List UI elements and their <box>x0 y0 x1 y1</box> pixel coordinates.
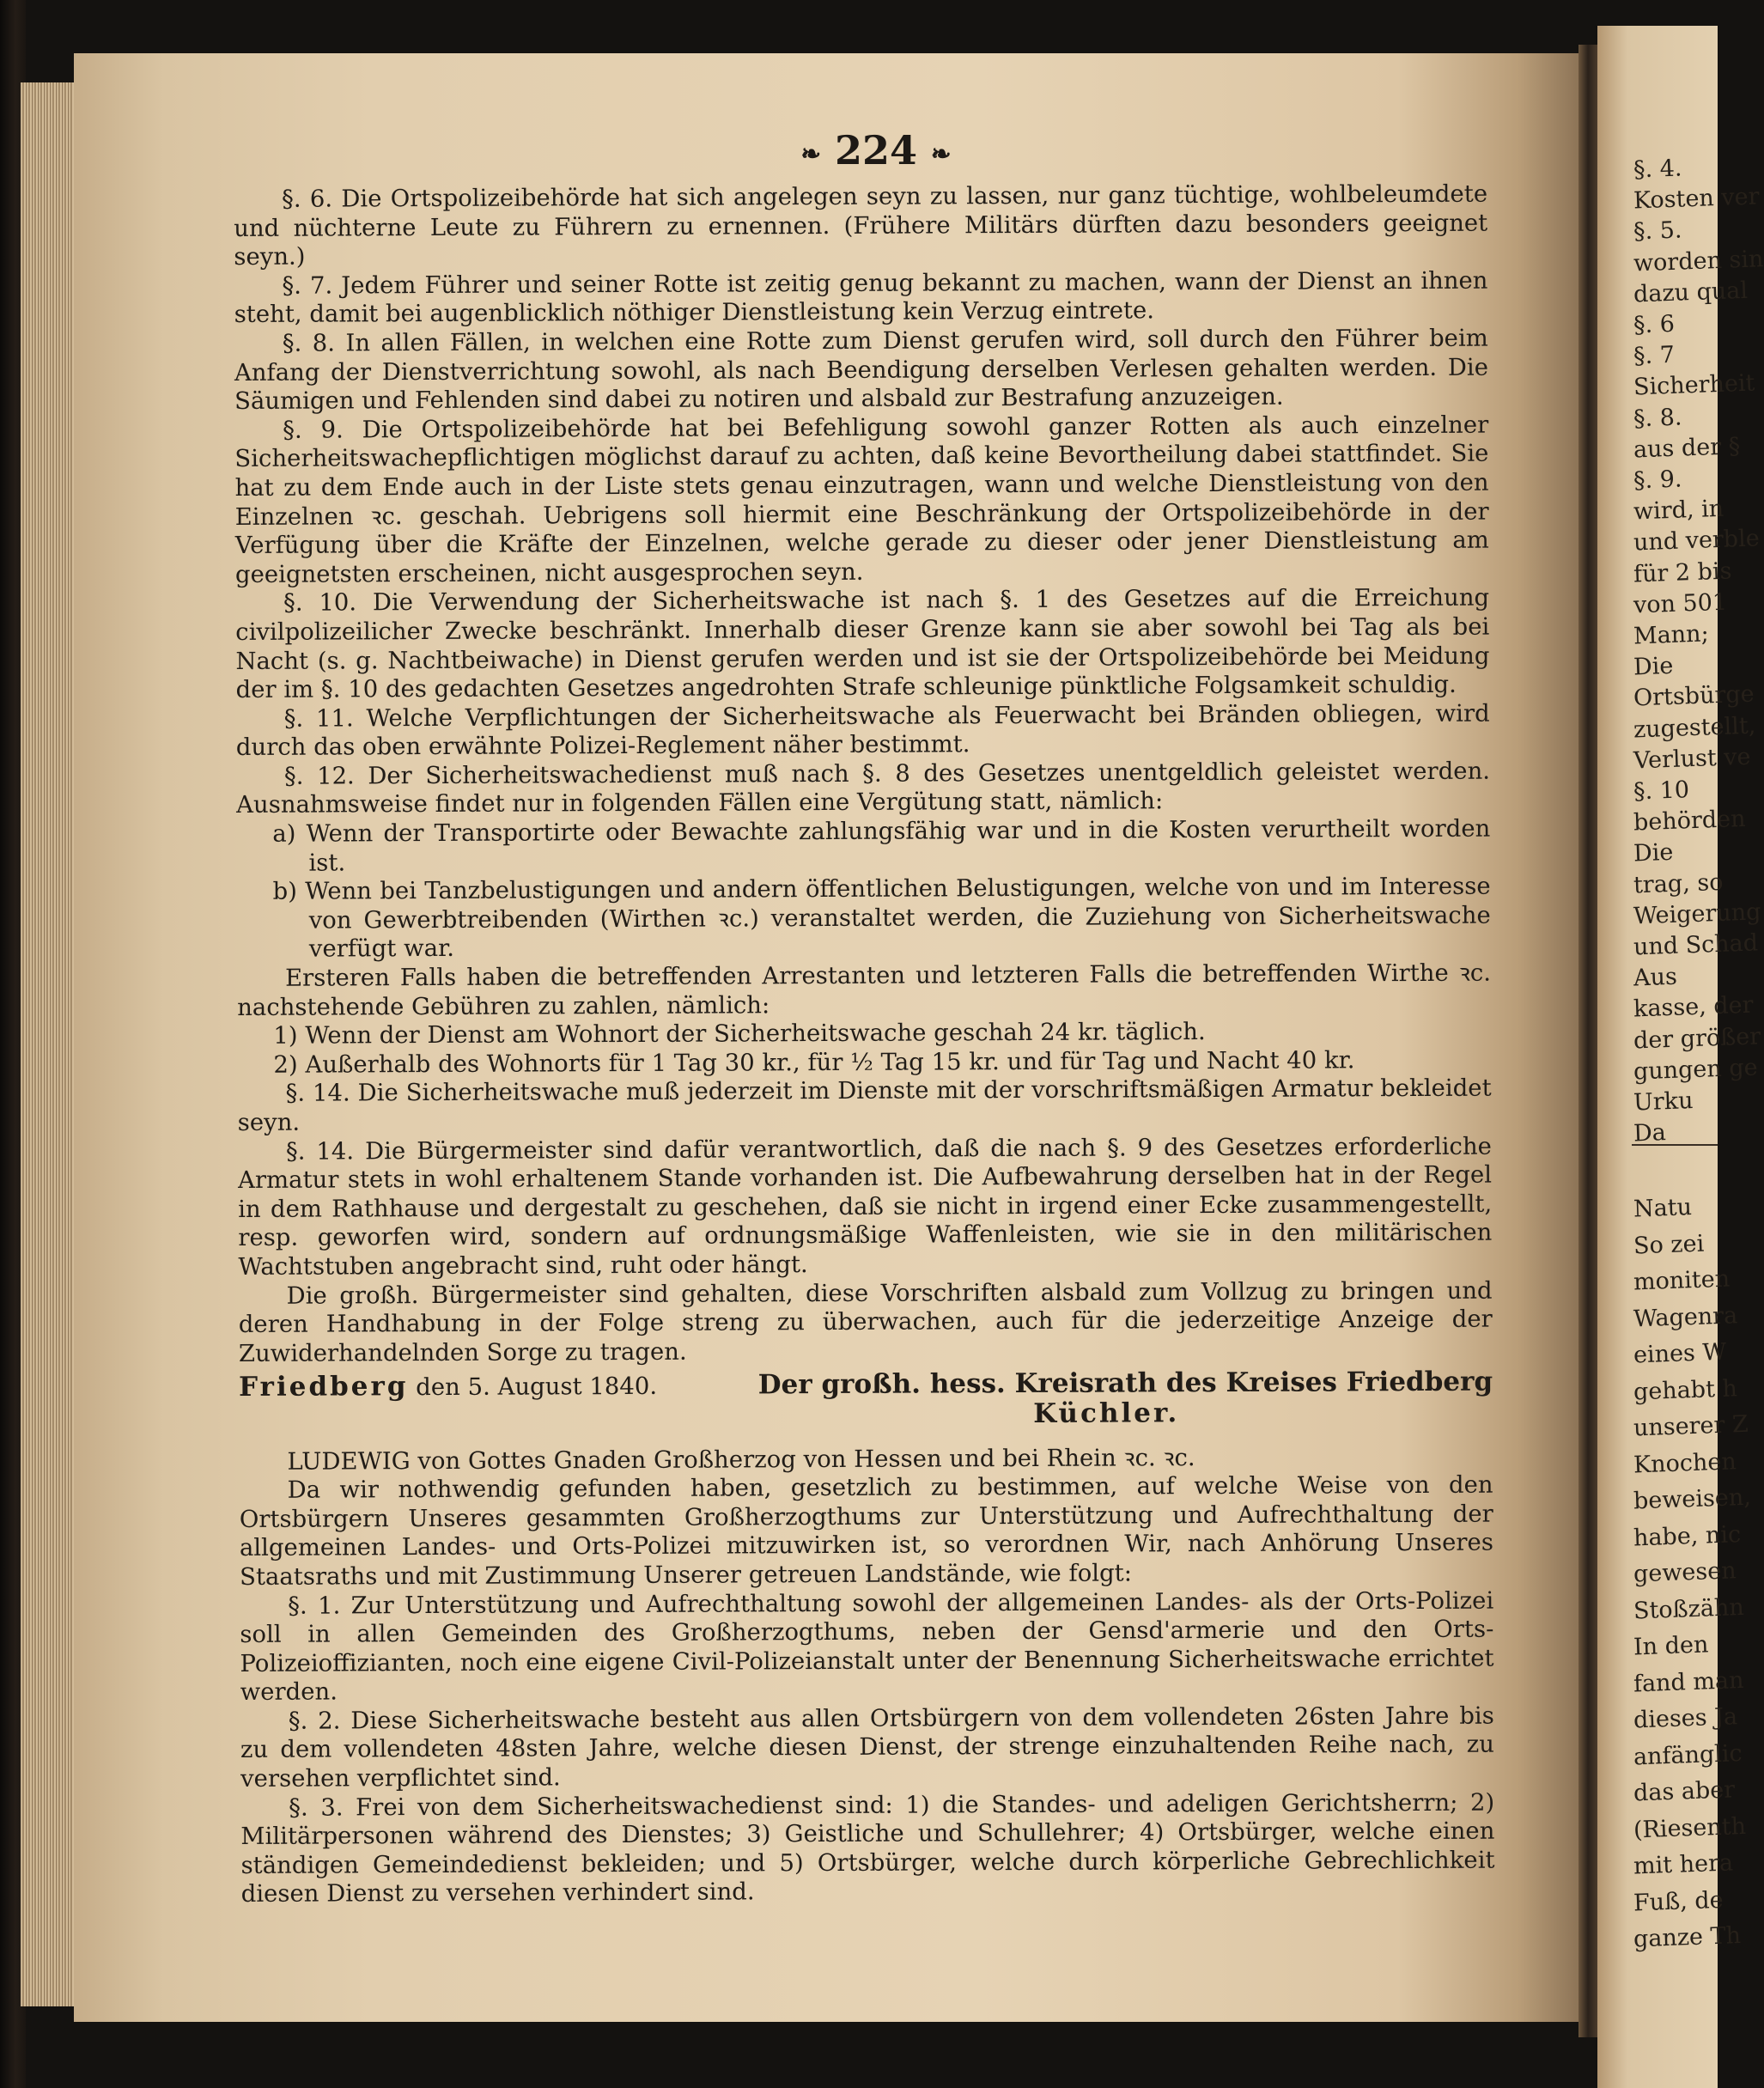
right-page-line: dieses Ja <box>1633 1703 1738 1734</box>
right-page-line: In den <box>1633 1631 1709 1661</box>
right-page-line: Knochen <box>1633 1447 1737 1478</box>
right-page-line: habe, nic <box>1633 1520 1742 1551</box>
right-page-line: von 501 <box>1633 588 1728 619</box>
right-page-line: aus der § <box>1633 432 1741 464</box>
right-page-line: Aus <box>1633 963 1678 992</box>
signature-date: den 5. August 1840. <box>416 1373 658 1402</box>
fee-2: 2) Außerhalb des Wohnorts für 1 Tag 30 kr., für ½ Tag 15 kr. und für Tag und Nacht 40 kr. <box>273 1046 1355 1079</box>
right-page-line: §. 10 <box>1633 776 1690 806</box>
decree-s1: §. 1. Zur Unterstützung und Aufrechthaltung sowohl der allgemeinen Landes- als der Orts-Polizei soll in allen Gemeinden des Großherzogthums, neben der Gensd'armerie und den Orts-Polizeioffizianten, noch eine eigene Civil-Polizeianstalt unter der Benennung Sicherheitswache errichtet werden. <box>240 1586 1494 1707</box>
right-page-line: worden sin <box>1633 245 1764 277</box>
right-page-line: Verlust ve <box>1633 743 1751 775</box>
right-page-line: gehabt h <box>1633 1374 1738 1405</box>
signature-block <box>239 1368 1493 1403</box>
paragraph-s9: §. 9. Die Ortspolizeibehörde hat bei Befehligung sowohl ganzer Rotten als auch einzelner Sicherheitswachepflichtigen möglichst darauf zu achten, daß keine Bevortheilung dabei stattfindet. Sie hat zu dem Ende auch in der Liste stets genau einzutragen, wann und welche Dienstleistung von den Einzelnen ꝛc. geschah. Uebrigens soll hiermit eine Beschränkung der Ortspolizeibehörde in der Verfügung über die Kräfte der Einzelnen, welche gerade zu dieser oder jener Dienstleistung am geeignetsten erscheinen, nicht ausgesprochen seyn. <box>234 411 1489 588</box>
fees-intro: Ersteren Falls haben die betreffenden Arrestanten und letzteren Falls die betreffenden Wirthe ꝛc. nachstehende Gebühren zu zahlen, nämlich: <box>237 959 1492 1021</box>
signature-name: Küchler. <box>1033 1397 1180 1429</box>
right-page-line: Da <box>1633 1119 1667 1147</box>
right-page-line: Weigerung <box>1633 898 1761 930</box>
right-page-line: Sicherheit <box>1633 369 1755 401</box>
right-page-line: und Schad <box>1633 929 1759 961</box>
right-page-line: eines W <box>1633 1338 1727 1369</box>
paragraph-s8: §. 8. In allen Fällen, in welchen eine Rotte zum Dienst gerufen wird, soll durch den Führer beim Anfang der Dienstverrichtung sowohl, als nach Beendigung derselben Verlesen gehalten werden. Die Säumigen und Fehlenden sind dabei zu notiren und alsbald zur Bestrafung anzuzeigen. <box>234 324 1489 416</box>
fee-1: 1) Wenn der Dienst am Wohnort der Sicherheitswache geschah 24 kr. täglich. <box>273 1018 1206 1050</box>
page-header <box>747 127 1005 173</box>
paragraph-closing: Die großh. Bürgermeister sind gehalten, diese Vorschriften alsbald zum Vollzug zu bringen und deren Handhabung in der Folge streng zu überwachen, auch für die jederzeitige Anzeige der Zuwiderhandelnden Sorge zu tragen. <box>238 1276 1493 1367</box>
right-page-line: (Riesenth <box>1633 1812 1747 1843</box>
paragraph-s12: §. 12. Der Sicherheitswachedienst muß nach §. 8 des Gesetzes unentgeldlich geleistet werden. Ausnahmsweise findet nur in folgenden Fällen eine Vergütung statt, nämlich: <box>236 757 1491 819</box>
right-page-line: ganze Th <box>1633 1922 1742 1953</box>
right-page-line: wird, in <box>1633 495 1724 526</box>
right-page-line: das aber <box>1633 1776 1736 1807</box>
right-page-line: §. 4. <box>1633 155 1682 184</box>
right-page-line: unserer Z <box>1633 1410 1749 1442</box>
right-page-line: So zei <box>1633 1230 1705 1259</box>
case-a: a) Wenn der Transportirte oder Bewachte zahlungsfähig war und in die Kosten verurtheilt worden ist. <box>272 814 1491 877</box>
right-page-line: anfänglic <box>1633 1739 1743 1770</box>
paragraph-s7: §. 7. Jedem Führer und seiner Rotte ist zeitig genug bekannt zu machen, wann der Dienst an ihnen steht, damit bei augenblicklich nöthiger Dienstleistung kein Verzug eintrete. <box>234 266 1488 329</box>
right-page-line: Die <box>1633 653 1674 681</box>
paragraph-s6: §. 6. Die Ortspolizeibehörde hat sich angelegen seyn zu lassen, nur ganz tüchtige, wohlbeleumdete und nüchterne Leute zu Führern zu ernennen. (Frühere Militärs dürften dazu besonders geeignet seyn.) <box>234 180 1488 271</box>
ornament-right-icon: ❧ <box>931 139 952 168</box>
paragraph-s14b: §. 14. Die Bürgermeister sind dafür verantwortlich, daß die nach §. 9 des Gesetzes erforderliche Armatur stets in wohl erhaltenem Stande vorhanden ist. Die Aufbewahrung derselben hat in der Regel in dem Rathhause und dergestalt zu geschehen, daß sie nicht in irgend einer Ecke zusammengestellt, resp. geworfen wird, sondern auf ordnungsmäßige Waffenleisten, wie sie in den militärischen Wachtstuben angebracht sind, ruht oder hängt. <box>237 1132 1493 1281</box>
right-page-line: Urku <box>1633 1087 1694 1117</box>
page-number: 224 <box>834 127 918 173</box>
paragraph-s11: §. 11. Welche Verpflichtungen der Sicherheitswache als Feuerwacht bei Bränden obliegen, wird durch das oben erwähnte Polizei-Reglement näher bestimmt. <box>235 699 1490 762</box>
right-page-line: mit hera <box>1633 1849 1734 1880</box>
decree-intro: LUDEWIG von Gottes Gnaden Großherzog von Hessen und bei Rhein ꝛc. ꝛc. <box>287 1443 1195 1476</box>
right-page-line: §. 7 <box>1633 341 1676 370</box>
right-page-line: und verble <box>1633 525 1761 557</box>
right-page-line: Mann; <box>1633 620 1710 650</box>
signature-place-date <box>239 1372 657 1403</box>
right-page-line: kasse, der <box>1633 991 1754 1023</box>
right-page-line: Die <box>1633 839 1674 867</box>
page-body <box>234 180 1495 1909</box>
paragraph-s10: §. 10. Die Verwendung der Sicherheitswache ist nach §. 1 des Gesetzes auf die Erreichung civilpolizeilicher Zwecke beschränkt. Innerhalb dieser Grenze kann sie aber sowohl bei Tag als bei Nacht (s. g. Nachtbeiwache) in Dienst gerufen werden und ist sie der Ortspolizeibehörde bei Meidung der im §. 10 des gedachten Gesetzes angedrohten Strafe schleunige pünktliche Folgsamkeit schuldig. <box>235 583 1490 704</box>
right-page-line: beweisen, <box>1633 1483 1752 1515</box>
right-page-line: behörden <box>1633 806 1746 837</box>
right-page-line: Stoßzähn <box>1633 1593 1745 1624</box>
right-page-line: moniten <box>1633 1265 1731 1296</box>
right-page-line: §. 8. <box>1633 404 1682 433</box>
decree-s2: §. 2. Diese Sicherheitswache besteht aus allen Ortsbürgern von dem vollendeten 26sten Jahre bis zu dem vollendeten 48sten Jahre, welche diesen Dienst, der strenge einzuhaltenden Reihe nach, zu versehen verpflichtet sind. <box>240 1701 1495 1793</box>
right-page-line: der größer <box>1633 1022 1761 1055</box>
right-page-line: trag, so <box>1633 868 1724 899</box>
right-page-fragment <box>1597 26 1764 2088</box>
right-page-line: Wagenra <box>1633 1301 1738 1332</box>
paragraph-s14a: §. 14. Die Sicherheitswache muß jederzeit im Dienste mit der vorschriftsmäßigen Armatur bekleidet seyn. <box>237 1074 1492 1136</box>
case-b: b) Wenn bei Tanzbelustigungen und andern öffentlichen Belustigungen, welche von und im Interesse von Gewerbtreibenden (Wirthen ꝛc.) veranstaltet werden, die Zuziehung von Sicherheitswache verfügt war. <box>272 872 1491 964</box>
book-gutter <box>1578 45 1597 2037</box>
decree-s3: §. 3. Frei von dem Sicherheitswachedienst sind: 1) die Standes- und adeligen Gerichtsherrn; 2) Militärpersonen während des Dienstes; 3) Geistliche und Schullehrer; 4) Ortsbürger, welche einen ständigen Gemeindedienst bekleiden; und 5) Ortsbürger, welche durch körperliche Gebrechlichkeit diesen Dienst zu versehen verhindert sind. <box>240 1788 1495 1908</box>
right-page-line: fand man <box>1633 1666 1744 1697</box>
right-page-line: Natu <box>1633 1194 1693 1223</box>
right-page-line: dazu qual <box>1633 277 1749 308</box>
signature-place: Friedberg <box>239 1371 409 1403</box>
ornament-left-icon: ❧ <box>800 139 821 168</box>
right-page-line: Ortsbürge <box>1633 680 1755 712</box>
right-page-line: §. 6 <box>1633 310 1676 339</box>
decree-preamble: Da wir nothwendig gefunden haben, gesetzlich zu bestimmen, auf welche Weise von den Ortsbürgern Unseres gesammten Großherzogthums zur Unterstützung und Aufrechthaltung der allgemeinen Landes- und Orts-Polizei mitzuwirken ist, so verordnen Wir, nach Anhörung Unseres Staatsraths und mit Zustimmung Unserer getreuen Landstände, wie folgt: <box>239 1470 1493 1591</box>
right-page-line: Kosten ver <box>1633 183 1760 215</box>
page-edges <box>21 82 81 2006</box>
right-page-line: für 2 bis <box>1633 557 1732 588</box>
right-page-line: zugestellt, <box>1633 712 1756 744</box>
signature-title: Der großh. hess. Kreisrath des Kreises Friedberg <box>757 1366 1493 1401</box>
right-page-line: §. 9. <box>1633 466 1682 495</box>
right-page-line: gewesen <box>1633 1557 1737 1588</box>
right-page-line: §. 5. <box>1633 216 1682 246</box>
right-page-line: Fuß, de <box>1633 1886 1724 1916</box>
right-page-line: gungen ge <box>1633 1054 1759 1086</box>
